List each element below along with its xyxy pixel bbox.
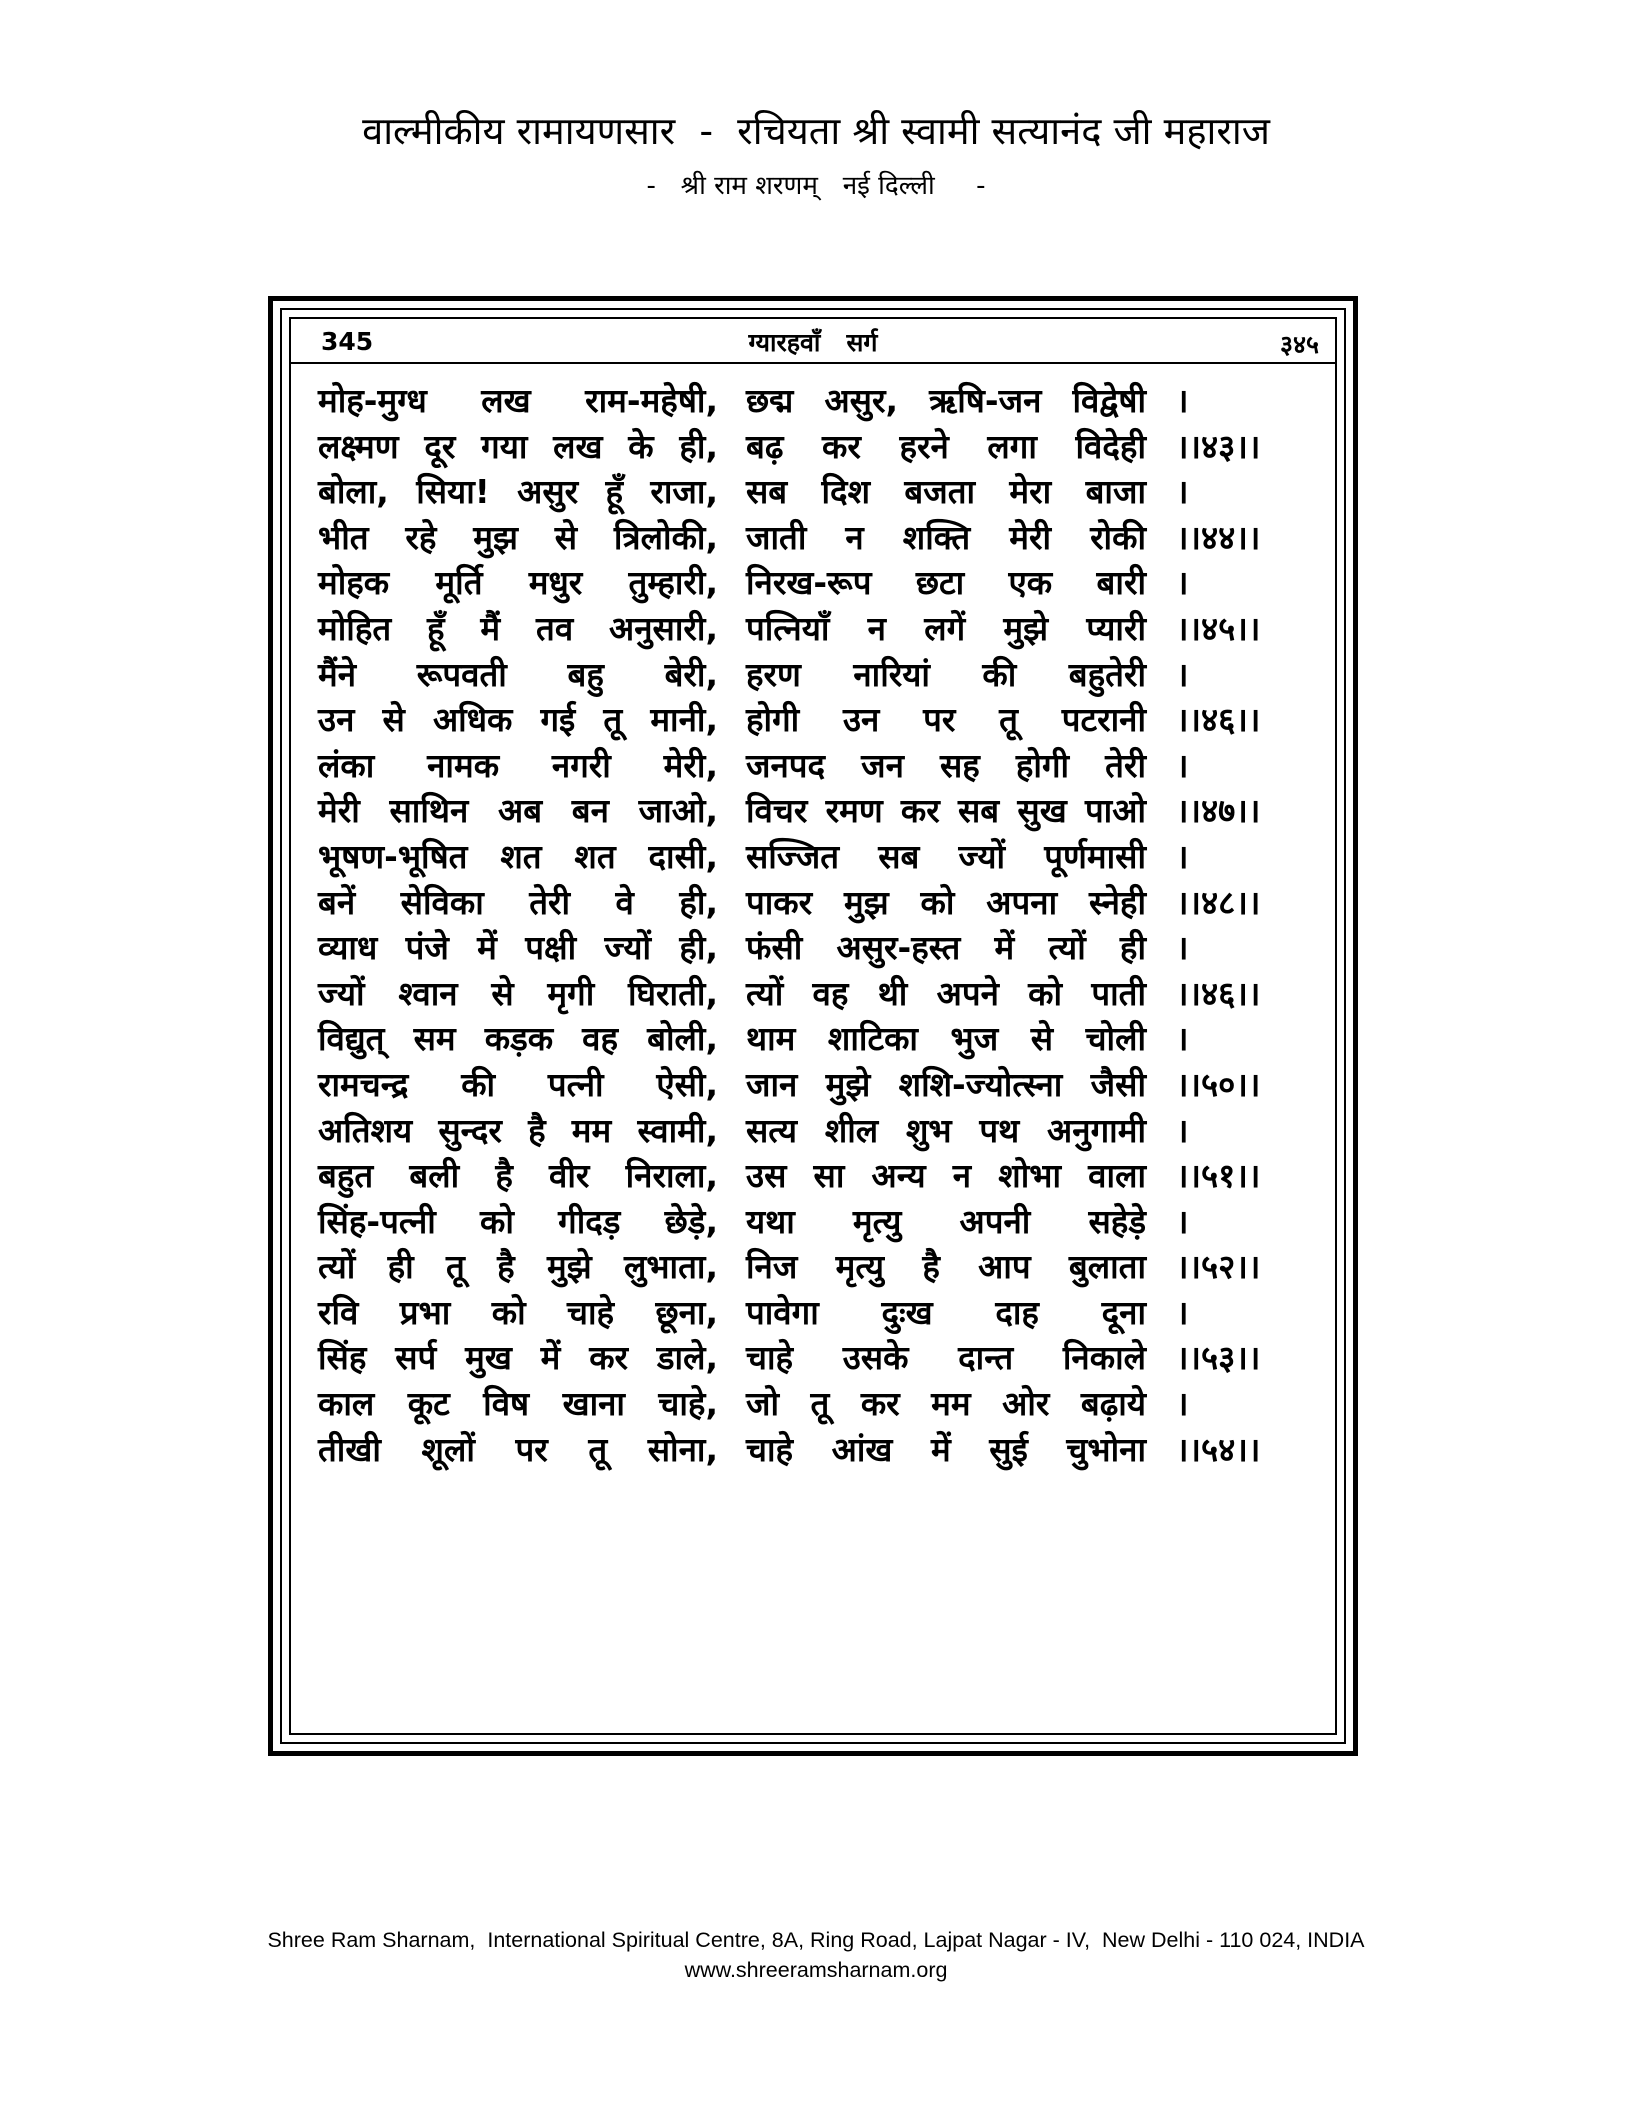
book-title: वाल्मीकीय रामायणसार - रचियता श्री स्वामी सत्यानंद जी महाराज (362, 109, 1270, 153)
header-divider (289, 362, 1337, 364)
verse-number: ।।५१।। (1176, 1156, 1261, 1196)
verse-number: । (1176, 654, 1189, 694)
verse-first-half: मोह-मुग्ध लख राम-महेषी, (318, 381, 718, 420)
verse-number: ।।५३।। (1176, 1338, 1261, 1378)
verse-number: ।।४६।। (1176, 700, 1261, 740)
verse-second-half: थाम शाटिका भुज से चोली (746, 1019, 1146, 1059)
verse-second-half: सब दिश बजता मेरा बाजा (746, 472, 1146, 512)
verse-first-half: बोला, सिया! असुर हूँ राजा, (318, 472, 718, 512)
verse-first-half: ज्यों श्वान से मृगी घिराती, (318, 973, 718, 1013)
verse-number: । (1176, 928, 1189, 968)
verse-second-half: जान मुझे शशि-ज्योत्स्ना जैसी (746, 1064, 1146, 1104)
verse-number: । (1176, 1201, 1189, 1241)
verse-number: । (1176, 1019, 1189, 1059)
verse-line (318, 1335, 1328, 1381)
verse-second-half: जनपद जन सह होगी तेरी (746, 745, 1146, 785)
verse-line (318, 606, 1328, 652)
verse-first-half: रवि प्रभा को चाहे छूना, (318, 1292, 718, 1332)
verse-number: । (1176, 472, 1189, 512)
verse-first-half: तीखी शूलों पर तू सोना, (318, 1429, 718, 1469)
verse-first-half: रामचन्द्र की पत्नी ऐसी, (318, 1064, 718, 1104)
publisher-line: - श्री राम शरणम् नई दिल्ली - (646, 171, 986, 201)
verse-first-half: मोहित हूँ मैं तव अनुसारी, (318, 608, 718, 648)
verse-first-half: भीत रहे मुझ से त्रिलोकी, (318, 517, 718, 557)
verse-second-half: पत्नियाँ न लगें मुझे प्यारी (746, 608, 1146, 648)
verse-number: । (1176, 1292, 1189, 1332)
verse-second-half: छद्म असुर, ऋषि-जन विद्वेषी (746, 381, 1146, 420)
page-header (289, 319, 1337, 363)
verse-second-half: चाहे आंख में सुई चुभोना (746, 1429, 1146, 1469)
verse-first-half: सिंह-पत्नी को गीदड़ छेड़े, (318, 1201, 718, 1241)
verse-line (318, 788, 1328, 834)
verse-second-half: बढ़ कर हरने लगा विदेही (746, 426, 1146, 466)
verse-number: ।।४३।। (1176, 426, 1261, 466)
verse-first-half: बनें सेविका तेरी वे ही, (318, 882, 718, 922)
verse-number: । (1176, 1110, 1189, 1150)
verse-second-half: पावेगा दुःख दाह दूना (746, 1292, 1146, 1332)
verse-line (318, 743, 1328, 789)
verse-second-half: हरण नारियां की बहुतेरी (746, 654, 1146, 694)
chapter-title: ग्यारहवाँ सर्ग (748, 328, 878, 357)
verse-second-half: यथा मृत्यु अपनी सहेड़े (746, 1201, 1146, 1241)
verse-line (318, 378, 1328, 424)
verse-second-half: उस सा अन्य न शोभा वाला (746, 1156, 1146, 1196)
verse-first-half: काल कूट विष खाना चाहे, (318, 1384, 718, 1424)
verse-number: । (1176, 381, 1189, 420)
verse-line (318, 1381, 1328, 1427)
verse-second-half: जो तू कर मम ओर बढ़ाये (746, 1384, 1146, 1424)
verse-number: ।।५०।। (1176, 1064, 1261, 1104)
verse-line (318, 469, 1328, 515)
verse-second-half: सत्य शील शुभ पथ अनुगामी (746, 1110, 1146, 1150)
verse-line (318, 560, 1328, 606)
verse-second-half: निरख-रूप छटा एक बारी (746, 563, 1146, 603)
verse-second-half: होगी उन पर तू पटरानी (746, 700, 1146, 740)
verse-second-half: पाकर मुझ को अपना स्नेही (746, 882, 1146, 922)
verse-line (318, 515, 1328, 561)
verse-line (318, 834, 1328, 880)
verse-number: । (1176, 745, 1189, 785)
verse-line (318, 1199, 1328, 1245)
verse-first-half: लक्ष्मण दूर गया लख के ही, (318, 426, 718, 466)
verse-line (318, 1290, 1328, 1336)
verse-second-half: सज्जित सब ज्यों पूर्णमासी (746, 836, 1146, 876)
verse-number: । (1176, 1384, 1189, 1424)
verse-block (318, 378, 1328, 1472)
verse-second-half: चाहे उसके दान्त निकाले (746, 1338, 1146, 1378)
verse-first-half: मेरी साथिन अब बन जाओ, (318, 791, 718, 831)
verse-number: ।।४५।। (1176, 608, 1261, 648)
verse-line (318, 424, 1328, 470)
verse-line (318, 1108, 1328, 1154)
verse-first-half: व्याध पंजे में पक्षी ज्यों ही, (318, 928, 718, 968)
verse-number: ।।५४।। (1176, 1429, 1261, 1469)
verse-line (318, 925, 1328, 971)
verse-number: ।।४८।। (1176, 882, 1261, 922)
footer-address: Shree Ram Sharnam, International Spiritual Centre, 8A, Ring Road, Lajpat Nagar - IV, New Delhi - 110 024, INDIA (267, 1928, 1365, 1952)
verse-number: ।।४६।। (1176, 973, 1261, 1013)
verse-number: ।।५२।। (1176, 1247, 1261, 1287)
verse-line (318, 971, 1328, 1017)
verse-first-half: विद्युत् सम कड़क वह बोली, (318, 1019, 718, 1059)
verse-first-half: त्यों ही तू है मुझे लुभाता, (318, 1247, 718, 1287)
verse-line (318, 1427, 1328, 1473)
verse-first-half: लंका नामक नगरी मेरी, (318, 745, 718, 785)
verse-line (318, 652, 1328, 698)
verse-first-half: भूषण-भूषित शत शत दासी, (318, 836, 718, 876)
verse-line (318, 1153, 1328, 1199)
verse-first-half: सिंह सर्प मुख में कर डाले, (318, 1338, 718, 1378)
verse-second-half: निज मृत्यु है आप बुलाता (746, 1247, 1146, 1287)
footer-website-link[interactable]: www.shreeramsharnam.org (684, 1958, 948, 1982)
page-number-devanagari: ३४५ (1279, 330, 1319, 359)
verse-first-half: अतिशय सुन्दर है मम स्वामी, (318, 1110, 718, 1150)
verse-line (318, 1062, 1328, 1108)
verse-line (318, 697, 1328, 743)
verse-second-half: विचर रमण कर सब सुख पाओ (746, 791, 1146, 831)
verse-first-half: उन से अधिक गई तू मानी, (318, 700, 718, 740)
verse-first-half: बहुत बली है वीर निराला, (318, 1156, 718, 1196)
page-number-latin: 345 (321, 327, 374, 356)
verse-line (318, 1244, 1328, 1290)
verse-first-half: मैंने रूपवती बहु बेरी, (318, 654, 718, 694)
verse-second-half: जाती न शक्ति मेरी रोकी (746, 517, 1146, 557)
verse-number: । (1176, 836, 1189, 876)
verse-line (318, 880, 1328, 926)
verse-first-half: मोहक मूर्ति मधुर तुम्हारी, (318, 563, 718, 603)
verse-number: । (1176, 563, 1189, 603)
verse-second-half: त्यों वह थी अपने को पाती (746, 973, 1146, 1013)
verse-second-half: फंसी असुर-हस्त में त्यों ही (746, 928, 1146, 968)
verse-number: ।।४४।। (1176, 517, 1261, 557)
verse-line (318, 1016, 1328, 1062)
verse-number: ।।४७।। (1176, 791, 1261, 831)
